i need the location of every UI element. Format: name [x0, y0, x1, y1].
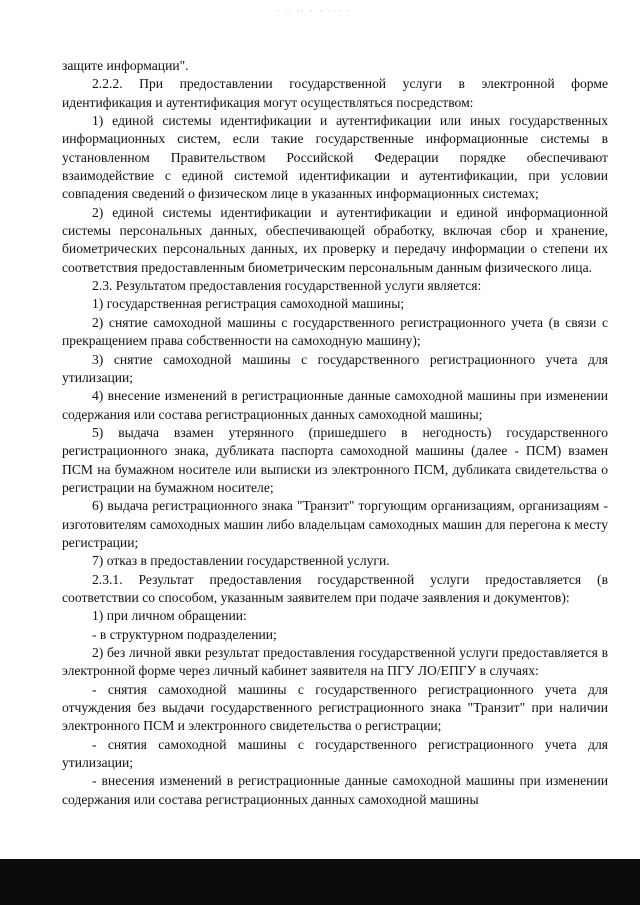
- paragraph: - внесения изменений в регистрационные данные самоходной машины при изменении содержания или состава регистрационных данных самоходной машины: [62, 773, 608, 807]
- paragraph: 2.2.2. При предоставлении государственной услуги в электронной форме идентификация и аутентификация могут осуществляться посредством:: [62, 76, 608, 110]
- paragraph: - в структурном подразделении;: [92, 626, 277, 642]
- paragraph: защите информации".: [62, 58, 189, 73]
- paragraph: 5) выдача взамен утерянного (пришедшего в негодность) государственного регистрационного знака, дубликата паспорта самоходной машины (далее - ПСМ) взамен ПСМ на бумажном носителе или выписки из электронного ПСМ, дубликата свидетельства о регистрации на бумажном носителе;: [62, 424, 608, 495]
- paragraph: 1) при личном обращении:: [92, 608, 247, 624]
- paragraph: - снятия самоходной машины с государственного регистрационного учета для утилизации;: [62, 736, 608, 771]
- paragraph: 3) снятие самоходной машины с государственного регистрационного учета для утилизации;: [62, 351, 608, 385]
- paragraph: 1) единой системы идентификации и аутентификации или иных государственных информационных систем, если такие государственные информационные системы в установленном Правительством Российской Федерации порядке обеспечивают взаимодействие с единой системой идентификации и аутентификации, при условии совпадения сведений о физическом лице в указанных информационных системах;: [62, 113, 608, 202]
- paragraph: 6) выдача регистрационного знака "Транзит" торгующим организациям, организациям - изготовителям самоходных машин либо владельцам самоходных машин для перегона к месту регистрации;: [62, 498, 608, 550]
- paragraph: 2.3. Результатом предоставления государственной услуги является:: [92, 278, 482, 294]
- paragraph: - снятия самоходной машины с государственного регистрационного учета для отчуждения без выдачи государственного регистрационного знака "Транзит" при наличии электронного ПСМ и электронного свидетельства о регистрации;: [62, 681, 608, 734]
- paragraph: 4) внесение изменений в регистрационные данные самоходной машины при изменении содержания или состава регистрационных данных самоходной машины;: [62, 388, 608, 422]
- document-body: [62, 57, 608, 809]
- paragraph: 2.3.1. Результат предоставления государственной услуги предоставляется (в соответствии со способом, указанным заявителем при подаче заявления и документов):: [62, 571, 608, 605]
- scan-bottom-band: [0, 859, 640, 905]
- paragraph: 2) снятие самоходной машины с государственного регистрационного учета (в связи с прекращением права собственности на самоходную машину);: [62, 314, 608, 349]
- scan-artifact-mark: · · ·· · · ··· ·: [277, 6, 353, 16]
- paragraph: 7) отказ в предоставлении государственной услуги.: [92, 553, 390, 569]
- paragraph: 2) единой системы идентификации и аутентификации и единой информационной системы персональных данных, обеспечивающей обработку, включая сбор и хранение, биометрических персональных данных, их проверку и передачу информации о степени их соответствия предоставленным биометрическим персональным данным физического лица.: [62, 204, 608, 275]
- paragraph: 1) государственная регистрация самоходной машины;: [92, 296, 405, 312]
- paragraph: 2) без личной явки результат предоставления государственной услуги предоставляется в электронной форме через личный кабинет заявителя на ПГУ ЛО/ЕПГУ в случаях:: [62, 645, 608, 679]
